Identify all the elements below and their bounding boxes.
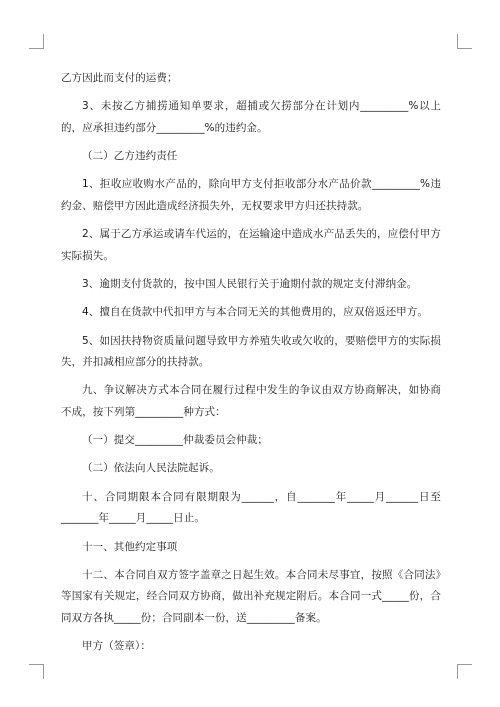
- paragraph-article-9-dispute: 九、争议解决方式本合同在履行过程中发生的争议由双方协商解决，如协商不成，按下列第_________种方式：: [61, 384, 441, 418]
- paragraph-article-11-other: 十一、其他约定事项: [82, 540, 178, 553]
- section-heading-party-b-liability: （二）乙方违约责任: [82, 150, 178, 163]
- paragraph-arbitration-option: （一）提交_________仲裁委员会仲裁；: [82, 434, 268, 447]
- paragraph-clause-4-deduction: 4、擅自在货款中代扣甲方与本合同无关的其他费用的，应双倍返还甲方。: [82, 306, 428, 319]
- paragraph-article-10-term: 十、合同期限本合同有限期限为______，自_______年_____月______日至_______年_____月_____日止。: [61, 490, 441, 525]
- paragraph-clause-3-late-payment: 3、逾期支付货款的，按中国人民银行关于逾期付款的规定支付滞纳金。: [82, 277, 418, 290]
- crop-mark-bottom-right: [457, 664, 472, 679]
- crop-mark-top-right: [457, 34, 472, 49]
- paragraph-article-12-effective: 十二、本合同自双方签字盖章之日起生效。本合同未尽事宜，按照《合同法》等国家有关规定，经合同双方协商，做出补充规定附后。本合同一式_____份，合同双方各执_____份；合同副本一份，送_________备案。: [61, 568, 441, 624]
- crop-mark-top-left: [29, 34, 44, 49]
- paragraph-clause-5-quality: 5、如因扶持物资质量问题导致甲方养殖失收或欠收的，要赔偿甲方的实际损失，并扣减相应部分的扶持款。: [61, 334, 441, 369]
- paragraph-court-option: （二）依法向人民法院起诉。: [82, 462, 220, 475]
- document-body: [61, 68, 441, 664]
- crop-mark-bottom-left: [29, 664, 44, 679]
- paragraph-clause-1-refusal: 1、拒收应收购水产品的，除向甲方支付拒收部分水产品价款_________%违约金、赔偿甲方因此造成经济损失外，无权要求甲方归还扶持款。: [61, 178, 441, 212]
- paragraph-clause-3-overfishing: 3、未按乙方捕捞通知单要求，超捕或欠捞部分在计划内_________%以上的，应承担违约部分_________%的违约金。: [61, 100, 441, 134]
- paragraph-clause-2-transport-loss: 2、属于乙方承运或请车代运的，在运输途中造成水产品丢失的，应偿付甲方实际损失。: [61, 228, 441, 262]
- paragraph-shipping-cost: 乙方因此而支付的运费；: [61, 72, 178, 84]
- signature-party-a: 甲方（签章）：: [82, 640, 151, 653]
